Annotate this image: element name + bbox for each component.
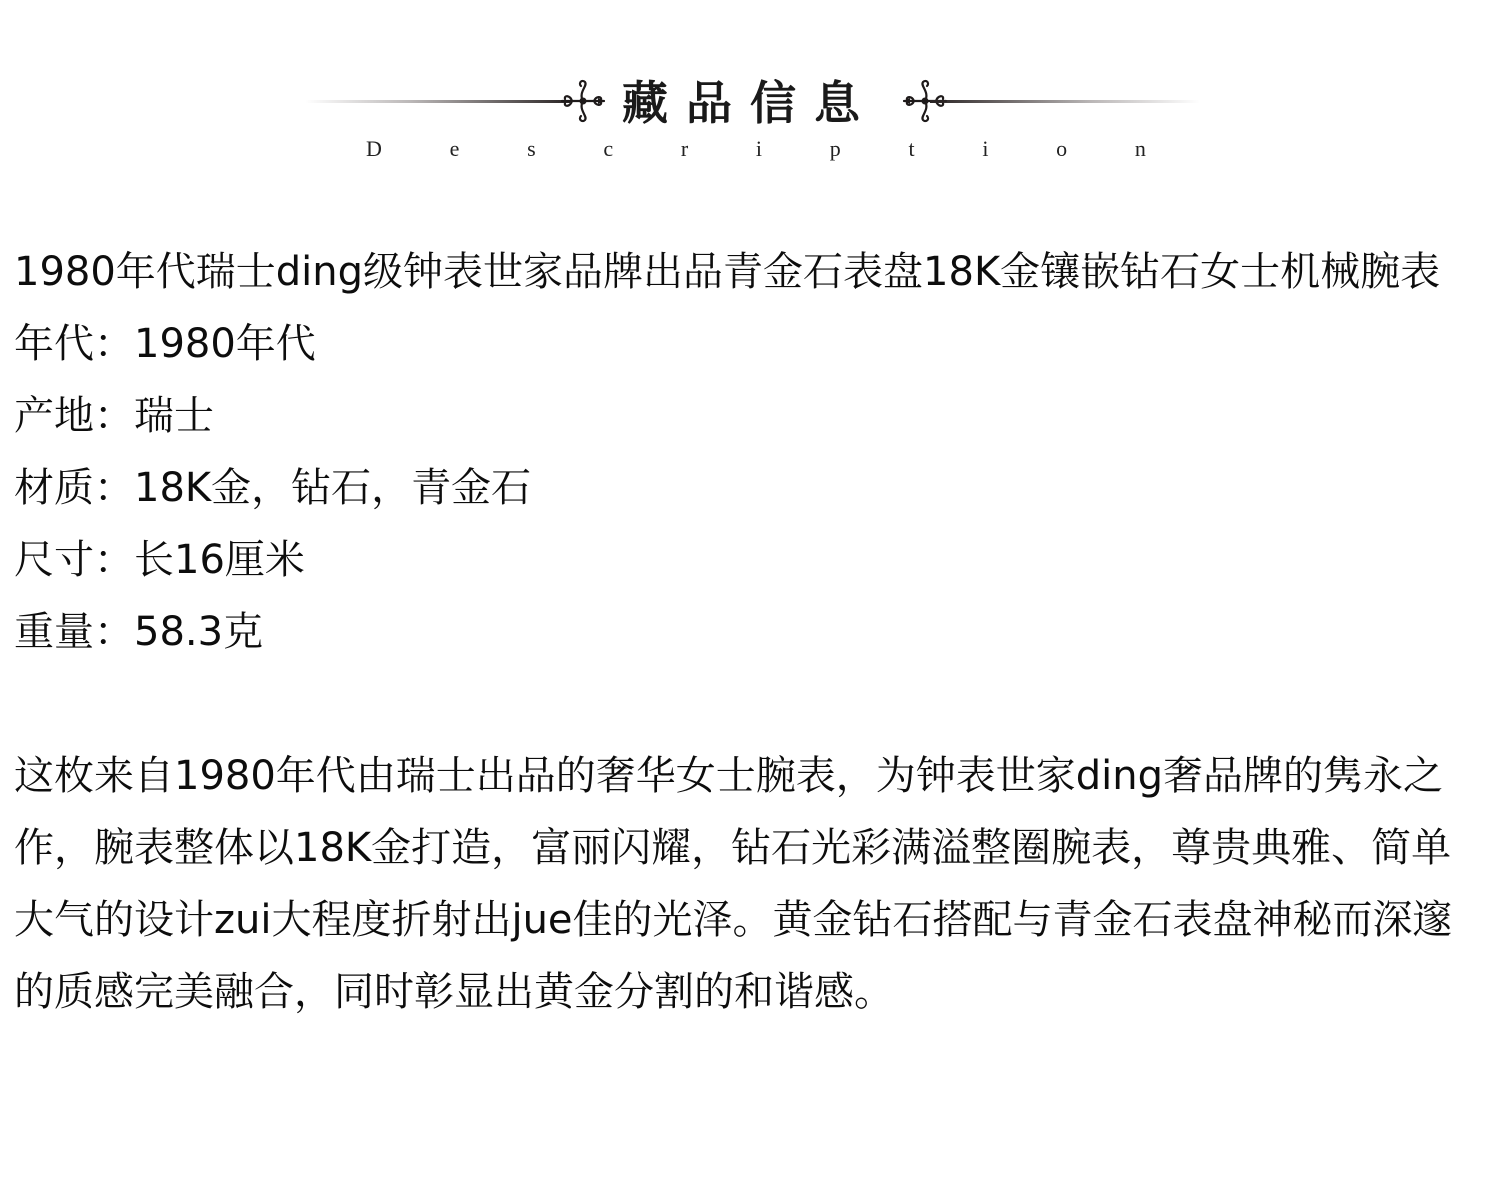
subtitle-letter: D xyxy=(366,136,382,161)
subtitle-letter: c xyxy=(603,136,614,161)
spec-value: 长16厘米 xyxy=(134,537,305,583)
subtitle-letter: e xyxy=(449,136,460,161)
spec-row-weight xyxy=(14,596,1486,668)
subtitle-letter: t xyxy=(908,136,915,161)
spec-value: 瑞士 xyxy=(134,393,214,439)
spec-list xyxy=(14,308,1486,668)
section-header xyxy=(0,60,1500,170)
product-title: 1980年代瑞士ding级钟表世家品牌出品青金石表盘18K金镶嵌钻石女士机械腕表 xyxy=(14,249,1441,295)
subtitle-letter: p xyxy=(829,136,841,161)
paragraph-spacer xyxy=(14,668,1486,740)
subtitle-letter: i xyxy=(982,136,989,161)
section-title: 藏品信息 xyxy=(622,76,878,130)
spec-row-era xyxy=(14,308,1486,380)
product-info xyxy=(14,236,1486,1028)
spec-value: 58.3克 xyxy=(134,609,264,655)
spec-row-size xyxy=(14,524,1486,596)
subtitle-letter: r xyxy=(680,136,689,161)
product-description: 这枚来自1980年代由瑞士出品的奢华女士腕表，为钟表世家ding奢品牌的隽永之作，腕表整体以18K金打造，富丽闪耀，钻石光彩满溢整圈腕表，尊贵典雅、简单大气的设计zui大程度折射出jue佳的光泽。黄金钻石搭配与青金石表盘神秘而深邃的质感完美融合，同时彰显出黄金分割的和谐感。 xyxy=(14,753,1453,1015)
subtitle-letter: n xyxy=(1134,136,1146,161)
header-divider-right xyxy=(930,100,1200,103)
spec-value: 18K金，钻石，青金石 xyxy=(134,465,532,511)
spec-label: 产地： xyxy=(14,393,134,439)
spec-label: 尺寸： xyxy=(14,537,134,583)
spec-value: 1980年代 xyxy=(134,321,316,367)
spec-label: 材质： xyxy=(14,465,134,511)
subtitle-letter: o xyxy=(1056,136,1068,161)
spec-label: 重量： xyxy=(14,609,134,655)
section-subtitle xyxy=(366,138,1146,160)
spec-label: 年代： xyxy=(14,321,134,367)
spec-row-material xyxy=(14,452,1486,524)
spec-row-origin xyxy=(14,380,1486,452)
subtitle-letter: i xyxy=(755,136,763,161)
subtitle-letter: s xyxy=(527,136,536,161)
